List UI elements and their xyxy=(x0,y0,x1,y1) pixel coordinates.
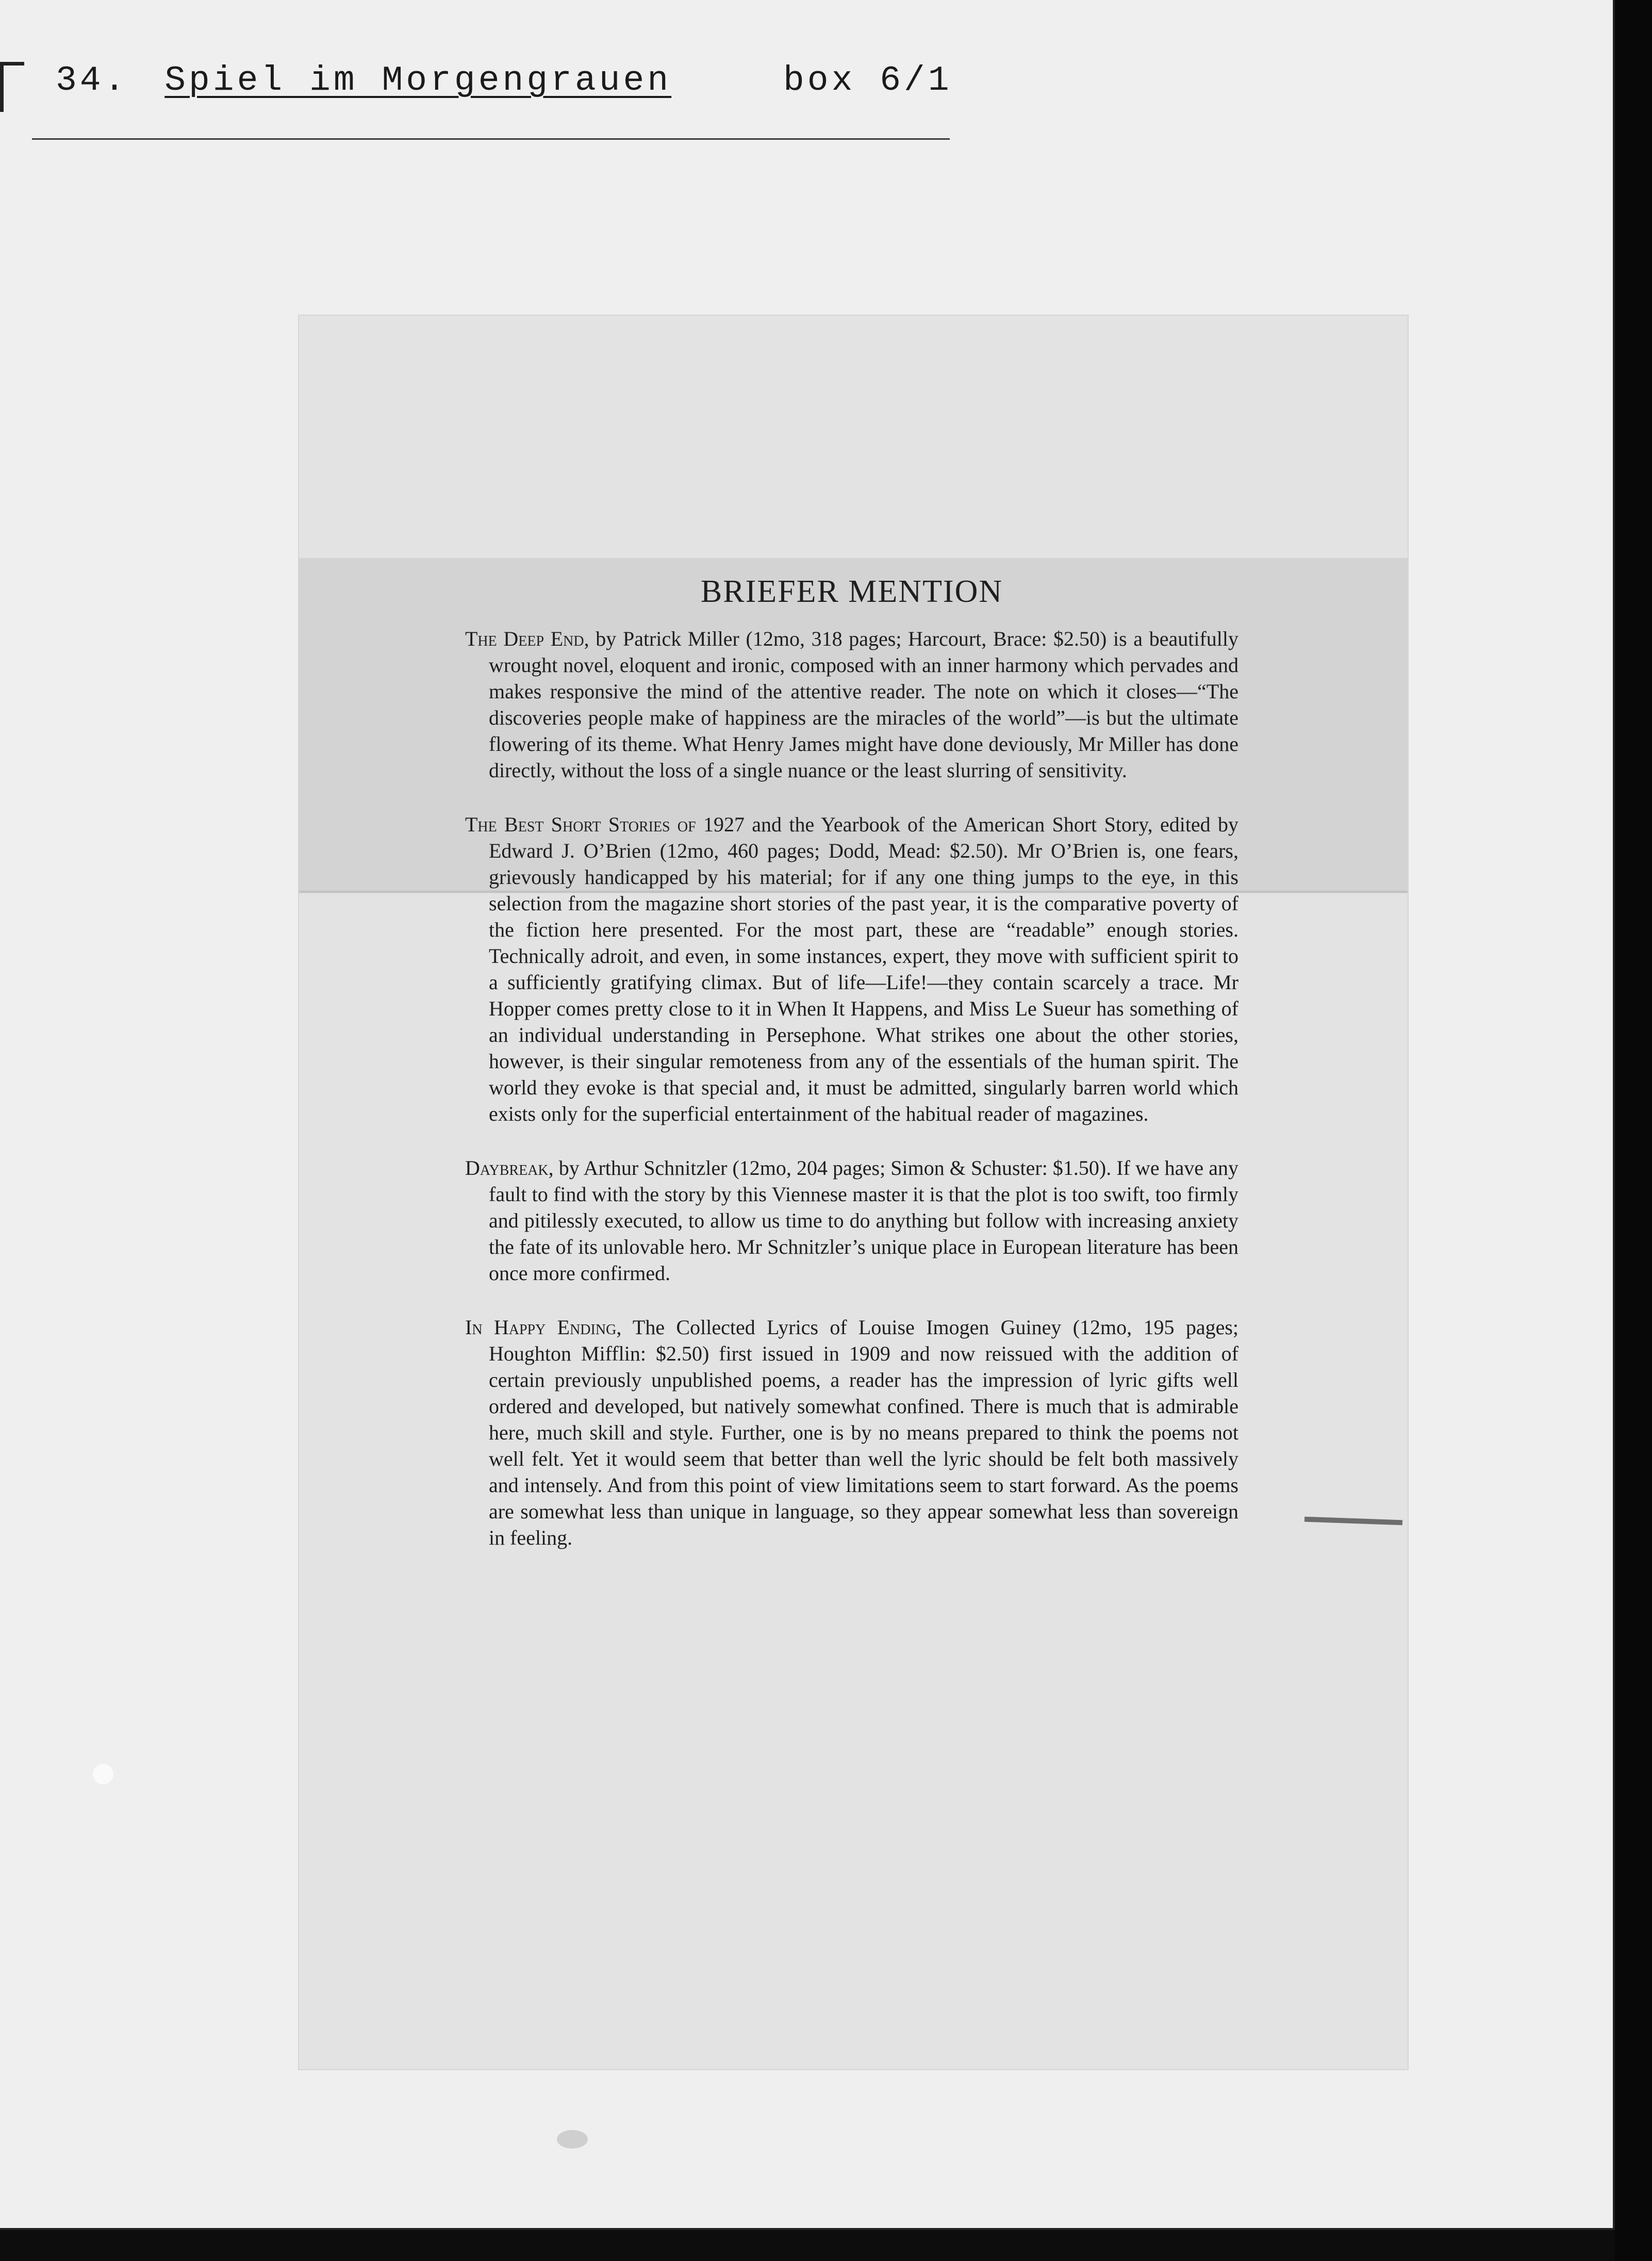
review-body: , by Arthur Schnitzler (12mo, 204 pages; Simon & Schuster: $1.50). If we have any fault to find with the story by this Viennese master it is that the plot is too swift, too firmly and pitilessly executed, to allow us time to do anything but follow with increasing anxiety the fate of its unlovable hero. Mr Schnitzler’s unique place in European literature has been once more confirmed. xyxy=(489,1156,1238,1285)
folder-title: Spiel im Morgengrauen xyxy=(164,61,672,101)
review-body: 1927 and the Yearbook of the American Short Story, edited by Edward J. O’Brien (12mo, 460 pages; Dodd, Mead: $2.50). Mr O’Brien is, one fears, grievously handicapped by his material; for if any one thing jumps to the eye, in this selection from the magazine short stories of the past year, it is the comparative poverty of the fiction here presented. For the most part, these are “readable” enough stories. Technically adroit, and even, in some instances, expert, they move with sufficient spirit to a sufficiently gratifying climax. But of life—Life!—they contain scarcely a trace. Mr Hopper comes pretty close to it in When It Happens, and Miss Le Sueur has something of an individual understanding in Persephone. What strikes one about the other stories, however, is their singular remoteness from any of the essentials of the human spirit. The world they evoke is that special and, it must be admitted, singularly barren world which exists only for the superficial entertainment of the habitual reader of magazines. xyxy=(489,813,1238,1125)
review-entry xyxy=(465,811,1238,1127)
header-divider xyxy=(32,138,950,140)
archive-label xyxy=(56,61,952,101)
clipping-text xyxy=(465,574,1238,1579)
review-entry xyxy=(465,1314,1238,1551)
review-body: , The Collected Lyrics of Louise Imogen Guiney (12mo, 195 pages; Houghton Mifflin: $2.50) first issued in 1909 and now reissued with the addition of certain previously unpublished poems, a reader has the impression of lyric gifts well ordered and developed, but natively somewhat confined. There is much that is admirable here, much skill and style. Further, one is by no means prepared to think the poems not well felt. Yet it would seem that better than well the lyric should be felt both massively and intensely. And from this point of view limitations seem to start forward. As the poems are somewhat less than unique in language, so they appear somewhat less than sovereign in feeling. xyxy=(489,1316,1239,1549)
scan-border xyxy=(1615,0,1652,2261)
review-lead: Daybreak xyxy=(465,1156,549,1179)
review-lead: The Deep End xyxy=(465,627,584,650)
dust-speck xyxy=(557,2130,588,2149)
folder-number: 34. xyxy=(56,61,128,101)
box-reference: box 6/1 xyxy=(783,61,952,101)
review-entry xyxy=(465,626,1238,783)
corner-bracket-mark xyxy=(0,62,24,112)
dust-speck xyxy=(93,1764,113,1784)
clipping-fold-mark xyxy=(1304,1517,1402,1526)
review-lead: In Happy Ending xyxy=(465,1316,617,1339)
newspaper-clipping xyxy=(299,316,1408,2069)
review-entry xyxy=(465,1155,1238,1286)
review-body: , by Patrick Miller (12mo, 318 pages; Harcourt, Brace: $2.50) is a beautifully wrought novel, eloquent and ironic, composed with an inner harmony which pervades and makes responsive the mind of the attentive reader. The note on which it closes—“The discoveries people make of happiness are the miracles of the world”—is but the ultimate flowering of its theme. What Henry James might have done deviously, Mr Miller has done directly, without the loss of a single nuance or the least slurring of sensitivity. xyxy=(489,627,1238,782)
clipping-heading: BRIEFER MENTION xyxy=(700,574,1003,609)
review-lead: The Best Short Stories of xyxy=(465,813,696,836)
